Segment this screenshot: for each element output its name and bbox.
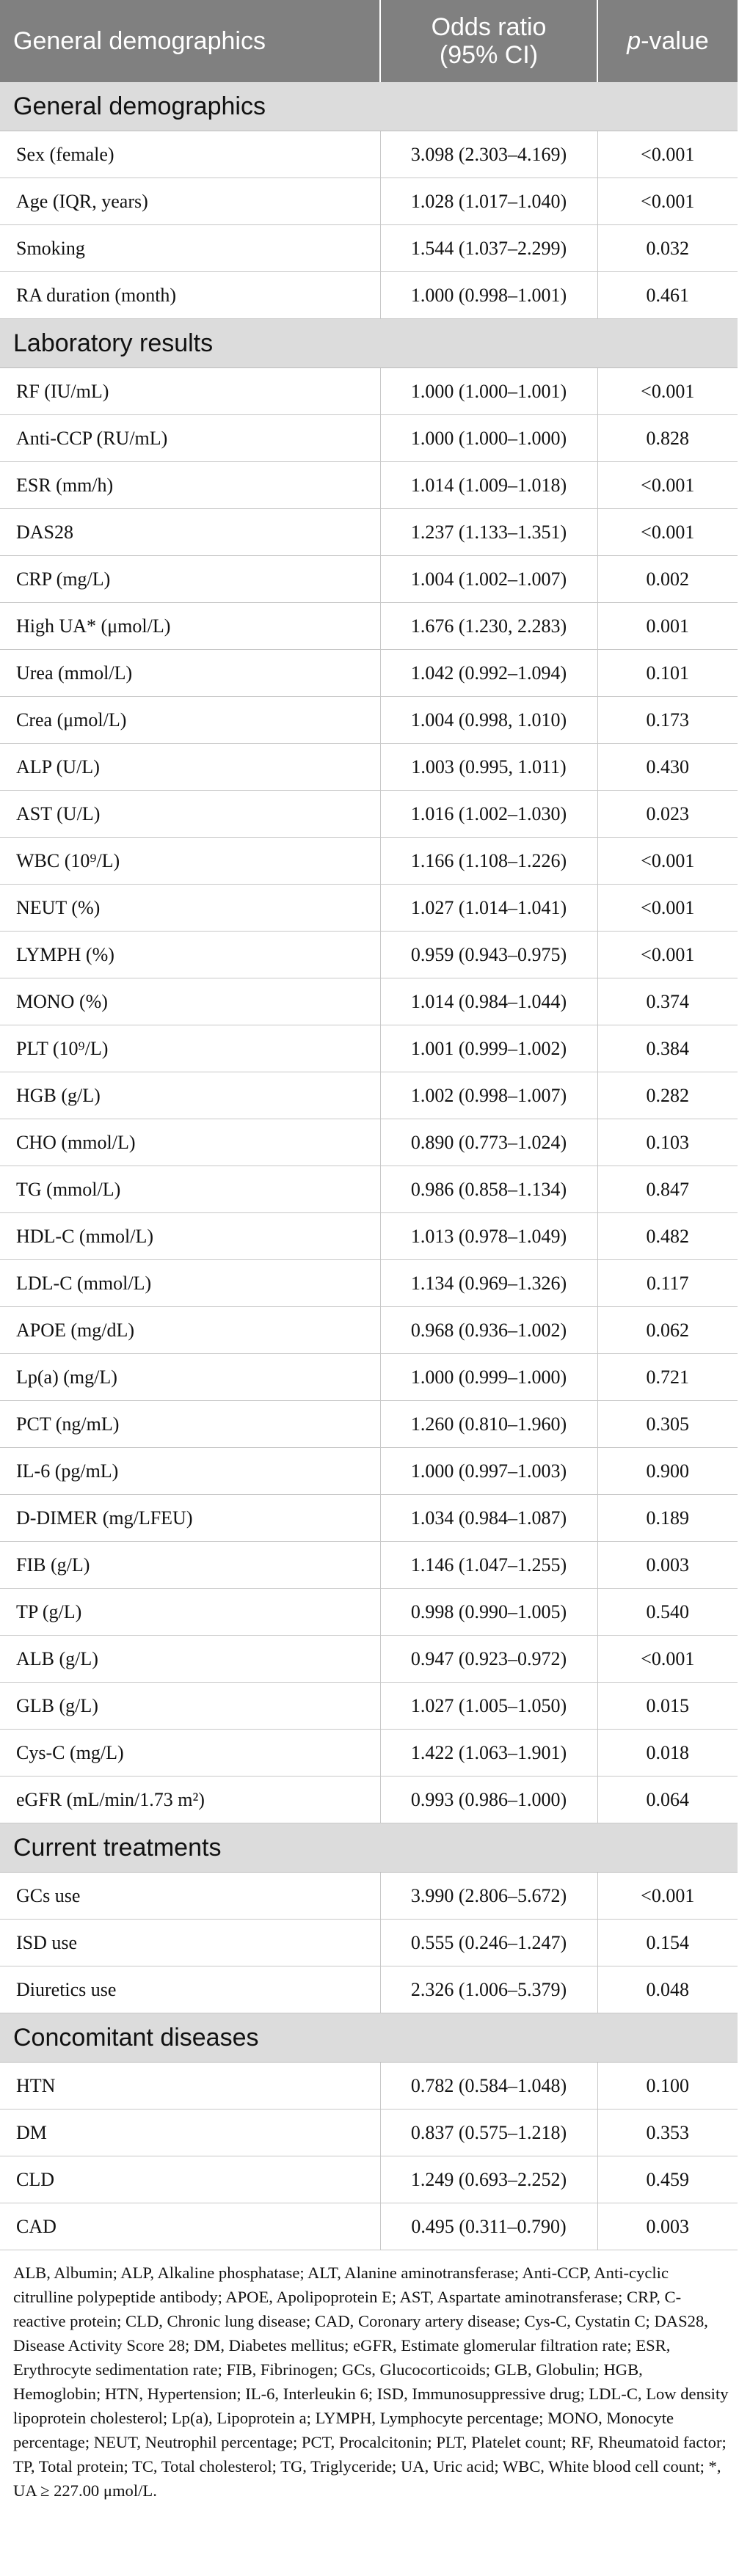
odds-ratio-cell: 0.782 (0.584–1.048) [380,2063,597,2110]
p-value-cell: 0.015 [597,1683,738,1730]
variable-cell: ISD use [0,1920,380,1966]
table-row [0,1025,738,1072]
p-value-cell: 0.101 [597,650,738,697]
section-title: Concomitant diseases [0,2013,738,2063]
odds-ratio-cell: 0.959 (0.943–0.975) [380,932,597,978]
table-footnote: ALB, Albumin; ALP, Alkaline phosphatase; ALT, Alanine aminotransferase; Anti-CCP, Anti-cyclic citrulline polypeptide antibody; APOE, Apolipoprotein E; AST, Aspartate aminotransferase; CRP, C-reactive protein; CLD, Chronic lung disease; CAD, Coronary artery disease; Cys-C, Cystatin C; DAS28, Disease Activity Score 28; DM, Diabetes mellitus; eGFR, Estimate glomerular filtration rate; ESR, Erythrocyte sedimentation rate; FIB, Fibrinogen; GCs, Glucocorticoids; GLB, Globulin; HGB, Hemoglobin; HTN, Hypertension; IL-6, Interleukin 6; ISD, Immunosuppressive drug; LDL-C, Low density lipoprotein cholesterol; Lp(a), Lipoprotein a; LYMPH, Lymphocyte percentage; MONO, Monocyte percentage; NEUT, Neutrophil percentage; PCT, Procalcitonin; PLT, Platelet count; RF, Rheumatoid factor; TP, Total protein; TC, Total cholesterol; TG, Triglyceride; UA, Uric acid; WBC, White blood cell count; *, UA ≥ 227.00 μmol/L. [13,2264,729,2500]
odds-ratio-cell: 1.249 (0.693–2.252) [380,2156,597,2203]
table-row [0,509,738,556]
variable-cell: Diuretics use [0,1966,380,2013]
variable-cell: DAS28 [0,509,380,556]
table-row [0,1119,738,1166]
variable-cell: DM [0,2110,380,2156]
odds-ratio-cell: 1.000 (0.998–1.001) [380,272,597,319]
p-value-cell: 0.828 [597,415,738,462]
variable-cell: eGFR (mL/min/1.73 m²) [0,1777,380,1823]
variable-cell: Crea (μmol/L) [0,697,380,744]
variable-cell: Cys-C (mg/L) [0,1730,380,1777]
odds-ratio-cell: 1.000 (1.000–1.001) [380,368,597,415]
variable-cell: PLT (10⁹/L) [0,1025,380,1072]
p-value-cell: 0.002 [597,556,738,603]
table-row [0,603,738,650]
table-row [0,178,738,225]
table-row [0,1260,738,1307]
p-value-cell: <0.001 [597,838,738,885]
odds-ratio-cell: 0.890 (0.773–1.024) [380,1119,597,1166]
table-row [0,1354,738,1401]
table-row [0,1683,738,1730]
p-value-cell: 0.032 [597,225,738,272]
table-row [0,272,738,319]
p-value-cell: 0.540 [597,1589,738,1636]
p-value-cell: 0.003 [597,2203,738,2250]
variable-cell: HTN [0,2063,380,2110]
table-row [0,885,738,932]
odds-ratio-cell: 1.042 (0.992–1.094) [380,650,597,697]
odds-ratio-cell: 1.260 (0.810–1.960) [380,1401,597,1448]
odds-ratio-cell: 1.000 (0.997–1.003) [380,1448,597,1495]
table-row [0,650,738,697]
p-value-cell: 0.100 [597,2063,738,2110]
p-value-cell: <0.001 [597,1636,738,1683]
odds-ratio-cell: 1.237 (1.133–1.351) [380,509,597,556]
p-value-cell: 0.900 [597,1448,738,1495]
odds-ratio-cell: 0.968 (0.936–1.002) [380,1307,597,1354]
p-value-cell: <0.001 [597,885,738,932]
table-row [0,225,738,272]
table-row [0,1730,738,1777]
variable-cell: WBC (10⁹/L) [0,838,380,885]
variable-cell: GCs use [0,1873,380,1920]
variable-cell: D-DIMER (mg/LFEU) [0,1495,380,1542]
p-value-cell: 0.305 [597,1401,738,1448]
odds-ratio-cell: 1.034 (0.984–1.087) [380,1495,597,1542]
odds-ratio-cell: 0.555 (0.246–1.247) [380,1920,597,1966]
p-value-cell: <0.001 [597,932,738,978]
variable-cell: GLB (g/L) [0,1683,380,1730]
variable-cell: CLD [0,2156,380,2203]
header-p-rest: -value [641,27,709,55]
table-row [0,838,738,885]
table-row [0,1072,738,1119]
table-row [0,556,738,603]
header-variable: General demographics [0,0,380,82]
table-row [0,932,738,978]
odds-ratio-cell: 0.947 (0.923–0.972) [380,1636,597,1683]
odds-ratio-cell: 1.000 (1.000–1.000) [380,415,597,462]
table-body [0,82,738,2250]
variable-cell: Lp(a) (mg/L) [0,1354,380,1401]
p-value-cell: 0.353 [597,2110,738,2156]
p-value-cell: 0.048 [597,1966,738,2013]
section-header-row [0,1823,738,1873]
p-value-cell: <0.001 [597,131,738,178]
variable-cell: High UA* (μmol/L) [0,603,380,650]
p-value-cell: 0.721 [597,1354,738,1401]
variable-cell: CHO (mmol/L) [0,1119,380,1166]
table-row [0,1542,738,1589]
odds-ratio-cell: 1.004 (1.002–1.007) [380,556,597,603]
odds-ratio-cell: 3.990 (2.806–5.672) [380,1873,597,1920]
table-row [0,1495,738,1542]
table-row [0,1166,738,1213]
section-header-row [0,82,738,131]
table-header [0,0,738,82]
odds-ratio-cell: 1.013 (0.978–1.049) [380,1213,597,1260]
p-value-cell: <0.001 [597,178,738,225]
table-row [0,462,738,509]
variable-cell: Age (IQR, years) [0,178,380,225]
variable-cell: HDL-C (mmol/L) [0,1213,380,1260]
variable-cell: RA duration (month) [0,272,380,319]
odds-ratio-cell: 1.146 (1.047–1.255) [380,1542,597,1589]
variable-cell: LYMPH (%) [0,932,380,978]
table-row [0,2063,738,2110]
table-row [0,1401,738,1448]
header-odds-ratio-line1: Odds ratio [431,13,547,41]
section-title: Laboratory results [0,319,738,368]
variable-cell: ALB (g/L) [0,1636,380,1683]
section-title: General demographics [0,82,738,131]
variable-cell: CAD [0,2203,380,2250]
odds-ratio-cell: 1.014 (0.984–1.044) [380,978,597,1025]
table-row [0,697,738,744]
p-value-cell: 0.023 [597,791,738,838]
p-value-cell: 0.847 [597,1166,738,1213]
section-header-row [0,319,738,368]
table-row [0,1307,738,1354]
p-value-cell: 0.282 [597,1072,738,1119]
odds-ratio-cell: 1.016 (1.002–1.030) [380,791,597,838]
variable-cell: Sex (female) [0,131,380,178]
p-value-cell: <0.001 [597,368,738,415]
p-value-cell: 0.003 [597,1542,738,1589]
p-value-cell: 0.117 [597,1260,738,1307]
p-value-cell: 0.482 [597,1213,738,1260]
table-row [0,2110,738,2156]
odds-ratio-cell: 3.098 (2.303–4.169) [380,131,597,178]
variable-cell: PCT (ng/mL) [0,1401,380,1448]
odds-ratio-cell: 1.027 (1.005–1.050) [380,1683,597,1730]
p-value-cell: 0.173 [597,697,738,744]
odds-ratio-cell: 1.003 (0.995, 1.011) [380,744,597,791]
p-value-cell: 0.064 [597,1777,738,1823]
odds-ratio-cell: 1.004 (0.998, 1.010) [380,697,597,744]
variable-cell: Smoking [0,225,380,272]
table-row [0,2203,738,2250]
odds-ratio-cell: 1.002 (0.998–1.007) [380,1072,597,1119]
p-value-cell: 0.062 [597,1307,738,1354]
table-row [0,1777,738,1823]
header-odds-ratio [380,0,597,82]
odds-ratio-cell: 0.495 (0.311–0.790) [380,2203,597,2250]
odds-ratio-cell: 1.027 (1.014–1.041) [380,885,597,932]
odds-ratio-cell: 0.993 (0.986–1.000) [380,1777,597,1823]
variable-cell: ALP (U/L) [0,744,380,791]
variable-cell: TG (mmol/L) [0,1166,380,1213]
table-row [0,415,738,462]
header-odds-ratio-line2: (95% CI) [439,41,539,69]
table-row [0,368,738,415]
table-row [0,1448,738,1495]
variable-cell: TP (g/L) [0,1589,380,1636]
table-row [0,1873,738,1920]
variable-cell: HGB (g/L) [0,1072,380,1119]
variable-cell: NEUT (%) [0,885,380,932]
p-value-cell: 0.430 [597,744,738,791]
odds-ratio-cell: 1.134 (0.969–1.326) [380,1260,597,1307]
odds-ratio-cell: 1.422 (1.063–1.901) [380,1730,597,1777]
odds-ratio-cell: 1.166 (1.108–1.226) [380,838,597,885]
p-value-cell: 0.384 [597,1025,738,1072]
table-row [0,1966,738,2013]
section-header-row [0,2013,738,2063]
odds-ratio-cell: 1.676 (1.230, 2.283) [380,603,597,650]
odds-ratio-cell: 2.326 (1.006–5.379) [380,1966,597,2013]
variable-cell: IL-6 (pg/mL) [0,1448,380,1495]
p-value-cell: <0.001 [597,1873,738,1920]
variable-cell: AST (U/L) [0,791,380,838]
p-value-cell: 0.018 [597,1730,738,1777]
p-value-cell: 0.001 [597,603,738,650]
odds-ratio-cell: 1.000 (0.999–1.000) [380,1354,597,1401]
table-row [0,744,738,791]
section-title: Current treatments [0,1823,738,1873]
variable-cell: LDL-C (mmol/L) [0,1260,380,1307]
table-row [0,1589,738,1636]
variable-cell: Anti-CCP (RU/mL) [0,415,380,462]
p-value-cell: 0.461 [597,272,738,319]
table-row [0,791,738,838]
table-row [0,1636,738,1683]
odds-ratio-cell: 1.014 (1.009–1.018) [380,462,597,509]
table-row [0,131,738,178]
odds-ratio-cell: 0.837 (0.575–1.218) [380,2110,597,2156]
table-row [0,978,738,1025]
odds-ratio-cell: 1.001 (0.999–1.002) [380,1025,597,1072]
p-value-cell: <0.001 [597,462,738,509]
variable-cell: APOE (mg/dL) [0,1307,380,1354]
header-p-value [597,0,738,82]
odds-ratio-cell: 1.028 (1.017–1.040) [380,178,597,225]
p-value-cell: 0.374 [597,978,738,1025]
odds-ratio-cell: 0.998 (0.990–1.005) [380,1589,597,1636]
p-value-cell: 0.103 [597,1119,738,1166]
variable-cell: CRP (mg/L) [0,556,380,603]
odds-ratio-cell: 1.544 (1.037–2.299) [380,225,597,272]
p-value-cell: <0.001 [597,509,738,556]
p-value-cell: 0.154 [597,1920,738,1966]
table-row [0,2156,738,2203]
header-row [0,0,738,82]
variable-cell: Urea (mmol/L) [0,650,380,697]
odds-ratio-cell: 0.986 (0.858–1.134) [380,1166,597,1213]
variable-cell: MONO (%) [0,978,380,1025]
p-value-cell: 0.459 [597,2156,738,2203]
table-row [0,1213,738,1260]
variable-cell: RF (IU/mL) [0,368,380,415]
p-value-cell: 0.189 [597,1495,738,1542]
variable-cell: ESR (mm/h) [0,462,380,509]
table-row [0,1920,738,1966]
header-p-italic: p [627,27,641,55]
variable-cell: FIB (g/L) [0,1542,380,1589]
